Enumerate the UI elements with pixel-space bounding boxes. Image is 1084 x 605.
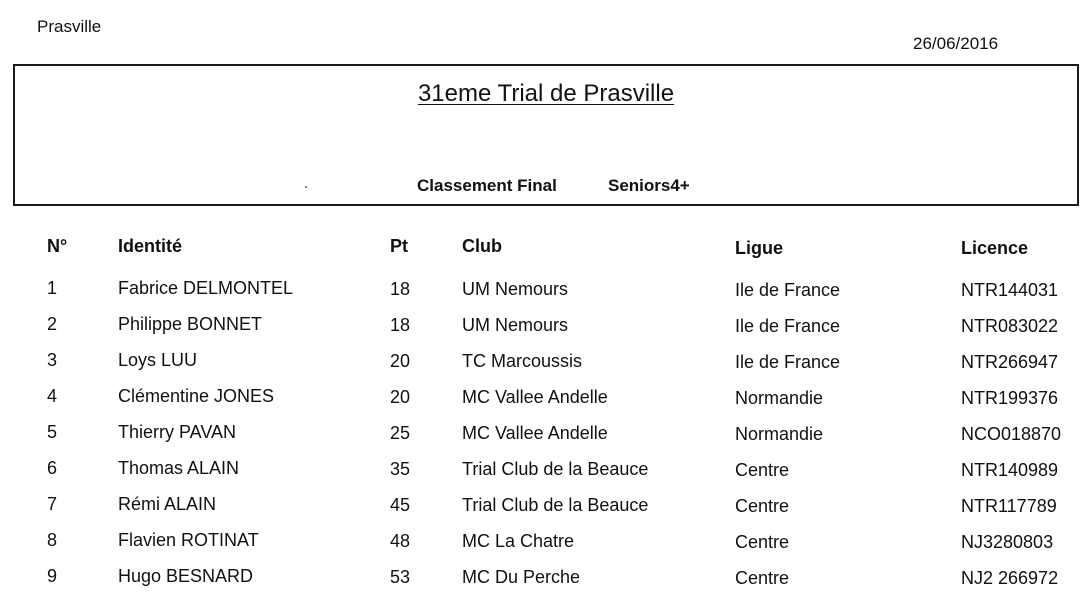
licence-cell: NTR140989 bbox=[961, 460, 1059, 480]
title-banner bbox=[13, 64, 1079, 206]
club-cell: MC Du Perche bbox=[462, 567, 581, 587]
licence-cell: NTR083022 bbox=[961, 316, 1059, 336]
column-header-licence: Licence bbox=[961, 238, 1029, 258]
page-title: 31eme Trial de Prasville bbox=[417, 80, 675, 107]
event-location: Prasville bbox=[37, 17, 102, 36]
rider-name-cell: Hugo BESNARD bbox=[118, 566, 254, 586]
league-cell: Ile de France bbox=[735, 316, 841, 336]
league-cell: Centre bbox=[735, 532, 790, 552]
rank-cell: 6 bbox=[47, 458, 58, 478]
points-cell: 25 bbox=[390, 423, 411, 443]
rank-cell: 3 bbox=[47, 350, 58, 370]
points-cell: 53 bbox=[390, 567, 411, 587]
club-cell: MC La Chatre bbox=[462, 531, 575, 551]
league-cell: Centre bbox=[735, 568, 790, 588]
rider-name-cell: Rémi ALAIN bbox=[118, 494, 217, 514]
rank-cell: 2 bbox=[47, 314, 58, 334]
club-cell: Trial Club de la Beauce bbox=[462, 459, 649, 479]
rider-name-cell: Fabrice DELMONTEL bbox=[118, 278, 294, 298]
column-header-number: N° bbox=[47, 236, 68, 256]
points-cell: 20 bbox=[390, 351, 411, 371]
league-cell: Normandie bbox=[735, 424, 824, 444]
rider-name-cell: Flavien ROTINAT bbox=[118, 530, 259, 550]
licence-cell: NJ3280803 bbox=[961, 532, 1054, 552]
scan-speck bbox=[305, 186, 307, 188]
club-cell: UM Nemours bbox=[462, 279, 569, 299]
rank-cell: 9 bbox=[47, 566, 58, 586]
column-header-league: Ligue bbox=[735, 238, 783, 258]
licence-cell: NTR199376 bbox=[961, 388, 1059, 408]
points-cell: 18 bbox=[390, 279, 411, 299]
rank-cell: 7 bbox=[47, 494, 58, 514]
rank-cell: 8 bbox=[47, 530, 58, 550]
league-cell: Ile de France bbox=[735, 352, 841, 372]
club-cell: TC Marcoussis bbox=[462, 351, 583, 371]
club-cell: MC Vallee Andelle bbox=[462, 387, 608, 407]
column-header-identity: Identité bbox=[118, 236, 183, 256]
category-label: Seniors4+ bbox=[608, 176, 690, 195]
league-cell: Centre bbox=[735, 460, 790, 480]
league-cell: Centre bbox=[735, 496, 790, 516]
points-cell: 18 bbox=[390, 315, 411, 335]
rider-name-cell: Thomas ALAIN bbox=[118, 458, 240, 478]
licence-cell: NCO018870 bbox=[961, 424, 1062, 444]
points-cell: 45 bbox=[390, 495, 411, 515]
column-header-club: Club bbox=[462, 236, 502, 256]
ranking-label: Classement Final bbox=[417, 176, 557, 195]
rider-name-cell: Philippe BONNET bbox=[118, 314, 263, 334]
club-cell: MC Vallee Andelle bbox=[462, 423, 608, 443]
rider-name-cell: Thierry PAVAN bbox=[118, 422, 237, 442]
rank-cell: 5 bbox=[47, 422, 58, 442]
rider-name-cell: Clémentine JONES bbox=[118, 386, 275, 406]
rider-name-cell: Loys LUU bbox=[118, 350, 198, 370]
points-cell: 35 bbox=[390, 459, 411, 479]
points-cell: 20 bbox=[390, 387, 411, 407]
points-cell: 48 bbox=[390, 531, 411, 551]
licence-cell: NTR266947 bbox=[961, 352, 1059, 372]
club-cell: Trial Club de la Beauce bbox=[462, 495, 649, 515]
rank-cell: 4 bbox=[47, 386, 58, 406]
rank-cell: 1 bbox=[47, 278, 58, 298]
league-cell: Normandie bbox=[735, 388, 824, 408]
club-cell: UM Nemours bbox=[462, 315, 569, 335]
licence-cell: NTR144031 bbox=[961, 280, 1059, 300]
league-cell: Ile de France bbox=[735, 280, 841, 300]
column-header-points: Pt bbox=[390, 236, 408, 256]
event-date: 26/06/2016 bbox=[913, 34, 999, 53]
licence-cell: NJ2 266972 bbox=[961, 568, 1059, 588]
licence-cell: NTR117789 bbox=[961, 496, 1057, 516]
